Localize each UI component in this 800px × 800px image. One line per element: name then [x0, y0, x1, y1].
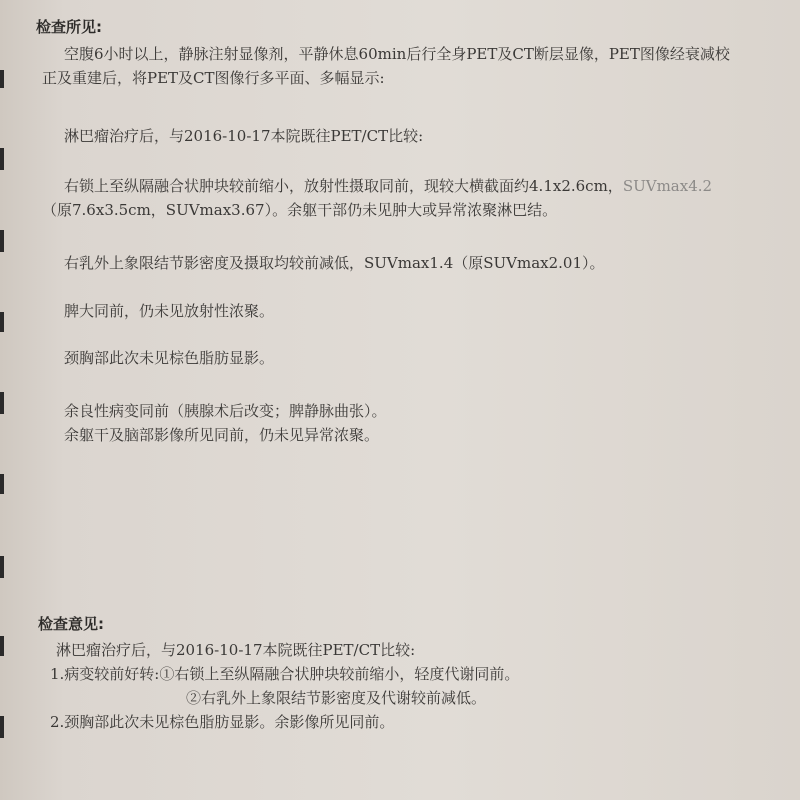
findings-comparison: 淋巴瘤治疗后，与2016-10-17本院既往PET/CT比较: — [64, 127, 424, 145]
intro-line: 正及重建后，将PET及CT图像行多平面、多幅显示: — [42, 69, 385, 87]
binding-mark — [0, 392, 4, 414]
binding-mark — [0, 474, 4, 494]
finding-spleen: 脾大同前，仍未见放射性浓聚。 — [64, 302, 275, 320]
finding-text: 右锁上至纵隔融合状肿块较前缩小，放射性摄取同前，现较大横截面约4.1x2.6cm， — [64, 177, 623, 195]
finding-brown-fat: 颈胸部此次未见棕色脂肪显影。 — [64, 349, 275, 367]
opinion-item-2: 2.颈胸部此次未见棕色脂肪显影。余影像所见同前。 — [50, 713, 395, 731]
finding-text-faded: SUVmax4.2 — [622, 177, 713, 195]
opinion-item-1a: ①右锁上至纵隔融合状肿块较前缩小，轻度代谢同前。 — [159, 665, 520, 683]
finding-line: （原7.6x3.5cm，SUVmax3.67）。余躯干部仍未见肿大或异常浓聚淋巴结。 — [42, 201, 558, 219]
finding-line: 余躯干及脑部影像所见同前，仍未见异常浓聚。 — [64, 426, 380, 444]
binding-mark — [0, 70, 4, 88]
binding-mark — [0, 636, 4, 656]
binding-mark — [0, 556, 4, 578]
opinion-item-1-prefix: 1.病变较前好转: — [50, 665, 160, 683]
opinion-comparison: 淋巴瘤治疗后，与2016-10-17本院既往PET/CT比较: — [56, 641, 416, 659]
finding-breast: 右乳外上象限结节影密度及摄取均较前减低，SUVmax1.4（原SUVmax2.01）。 — [64, 254, 605, 272]
finding-line — [42, 174, 712, 198]
finding-benign — [64, 399, 387, 447]
finding-line: 余良性病变同前（胰腺术后改变；脾静脉曲张）。 — [64, 402, 387, 420]
opinion-item-1 — [50, 662, 519, 686]
binding-mark — [0, 230, 4, 252]
findings-title: 检查所见: — [36, 18, 102, 36]
binding-mark — [0, 312, 4, 332]
binding-mark — [0, 148, 4, 170]
opinion-title: 检查意见: — [38, 615, 104, 633]
opinion-body — [50, 638, 519, 734]
opinion-item-1b: ②右乳外上象限结节影密度及代谢较前减低。 — [186, 689, 487, 707]
finding-mass — [42, 174, 712, 222]
findings-intro — [42, 42, 730, 90]
binding-mark — [0, 716, 4, 738]
intro-line: 空腹6小时以上，静脉注射显像剂，平静休息60min后行全身PET及CT断层显像，PET图像经衰减校 — [64, 45, 730, 63]
